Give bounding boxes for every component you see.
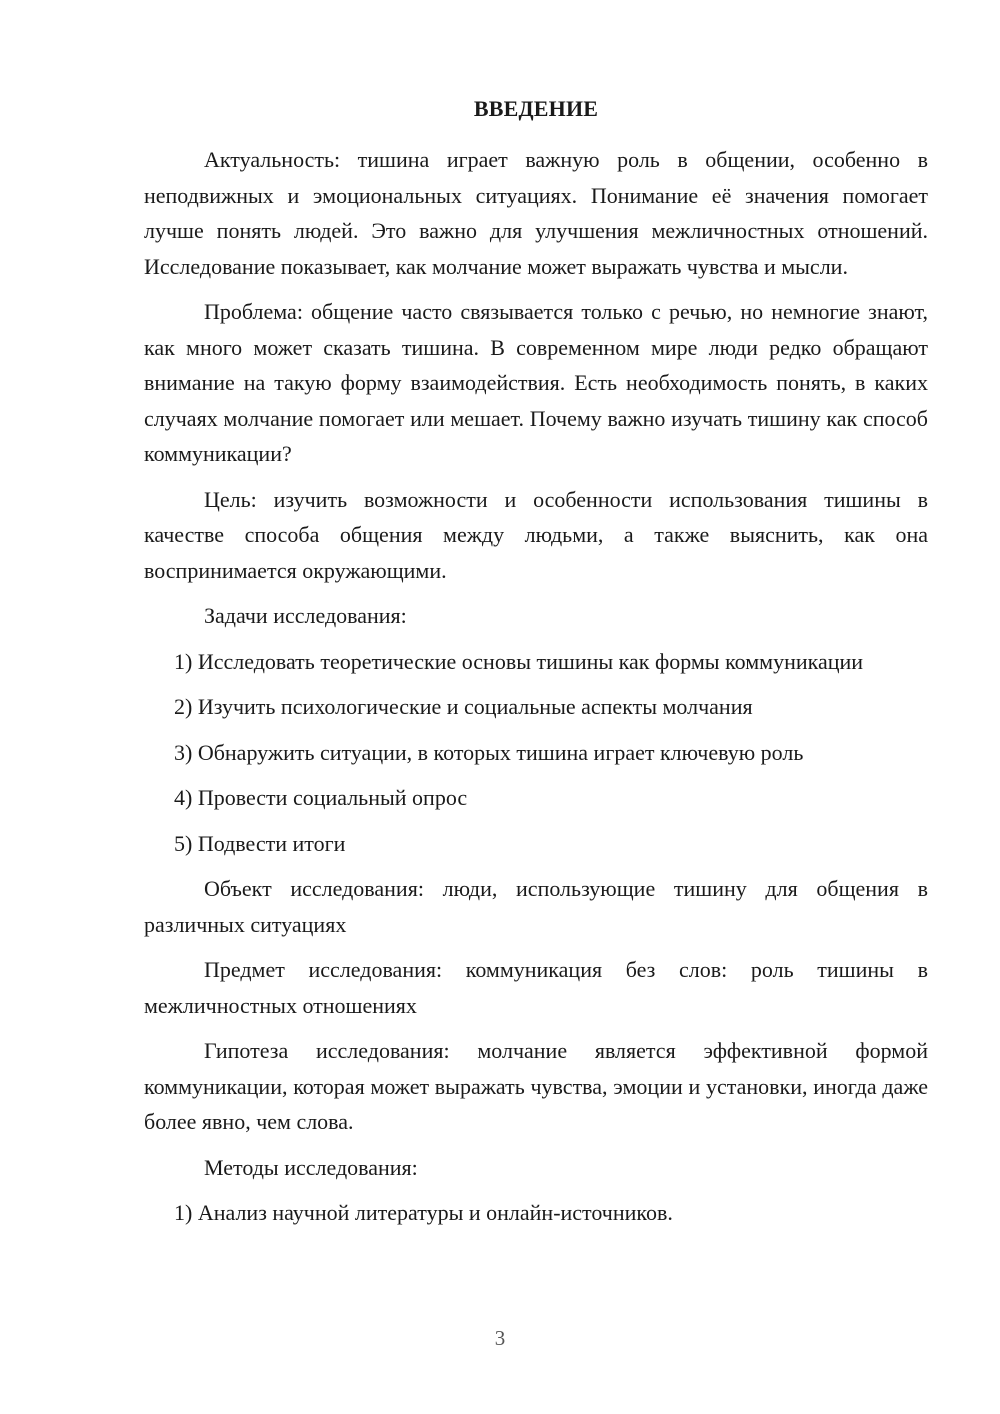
methods-heading: Методы исследования: (204, 1154, 418, 1180)
paragraph-hypothesis: Гипотеза исследования: молчание является эффективной формой коммуникации, которая может выражать чувства, эмоции и установки, иногда даже более явно, чем слова. (144, 1038, 928, 1134)
task-item-3: 3) Обнаружить ситуации, в которых тишина играет ключевую роль (174, 739, 804, 765)
paragraph-problem: Проблема: общение часто связывается только с речью, но немногие знают, как много может сказать тишина. В современном мире люди редко обращают внимание на такую форму взаимодействия. Есть необходимость понять, в каких случаях молчание помогает или мешает. Почему важно изучать тишину как способ коммуникации? (144, 299, 928, 466)
page-title: ВВЕДЕНИЕ (473, 96, 599, 121)
task-item-5: 5) Подвести итоги (174, 830, 346, 856)
task-item-2: 2) Изучить психологические и социальные аспекты молчания (174, 694, 753, 719)
paragraph-goal: Цель: изучить возможности и особенности использования тишины в качестве способа общения между людьми, а также выяснить, как она воспринимается окружающими. (144, 486, 928, 583)
paragraph-subject: Предмет исследования: коммуникация без слов: роль тишины в межличностных отношениях (144, 957, 928, 1018)
task-item-1: 1) Исследовать теоретические основы тишины как формы коммуникации (174, 648, 864, 674)
page-number: 3 (494, 1326, 506, 1350)
tasks-heading: Задачи исследования: (204, 603, 407, 628)
method-item-1: 1) Анализ научной литературы и онлайн-источников. (174, 1200, 673, 1225)
task-item-4: 4) Провести социальный опрос (174, 785, 468, 810)
paragraph-object: Объект исследования: люди, использующие тишину для общения в различных ситуациях (144, 876, 928, 937)
document-body (144, 142, 928, 1241)
paragraph-relevance: Актуальность: тишина играет важную роль в общении, особенно в неподвижных и эмоциональных ситуациях. Понимание её значения помогает лучше понять людей. Это важно для улучшения межличностных отношений. Исследование показывает, как молчание может выражать чувства и мысли. (144, 147, 928, 279)
